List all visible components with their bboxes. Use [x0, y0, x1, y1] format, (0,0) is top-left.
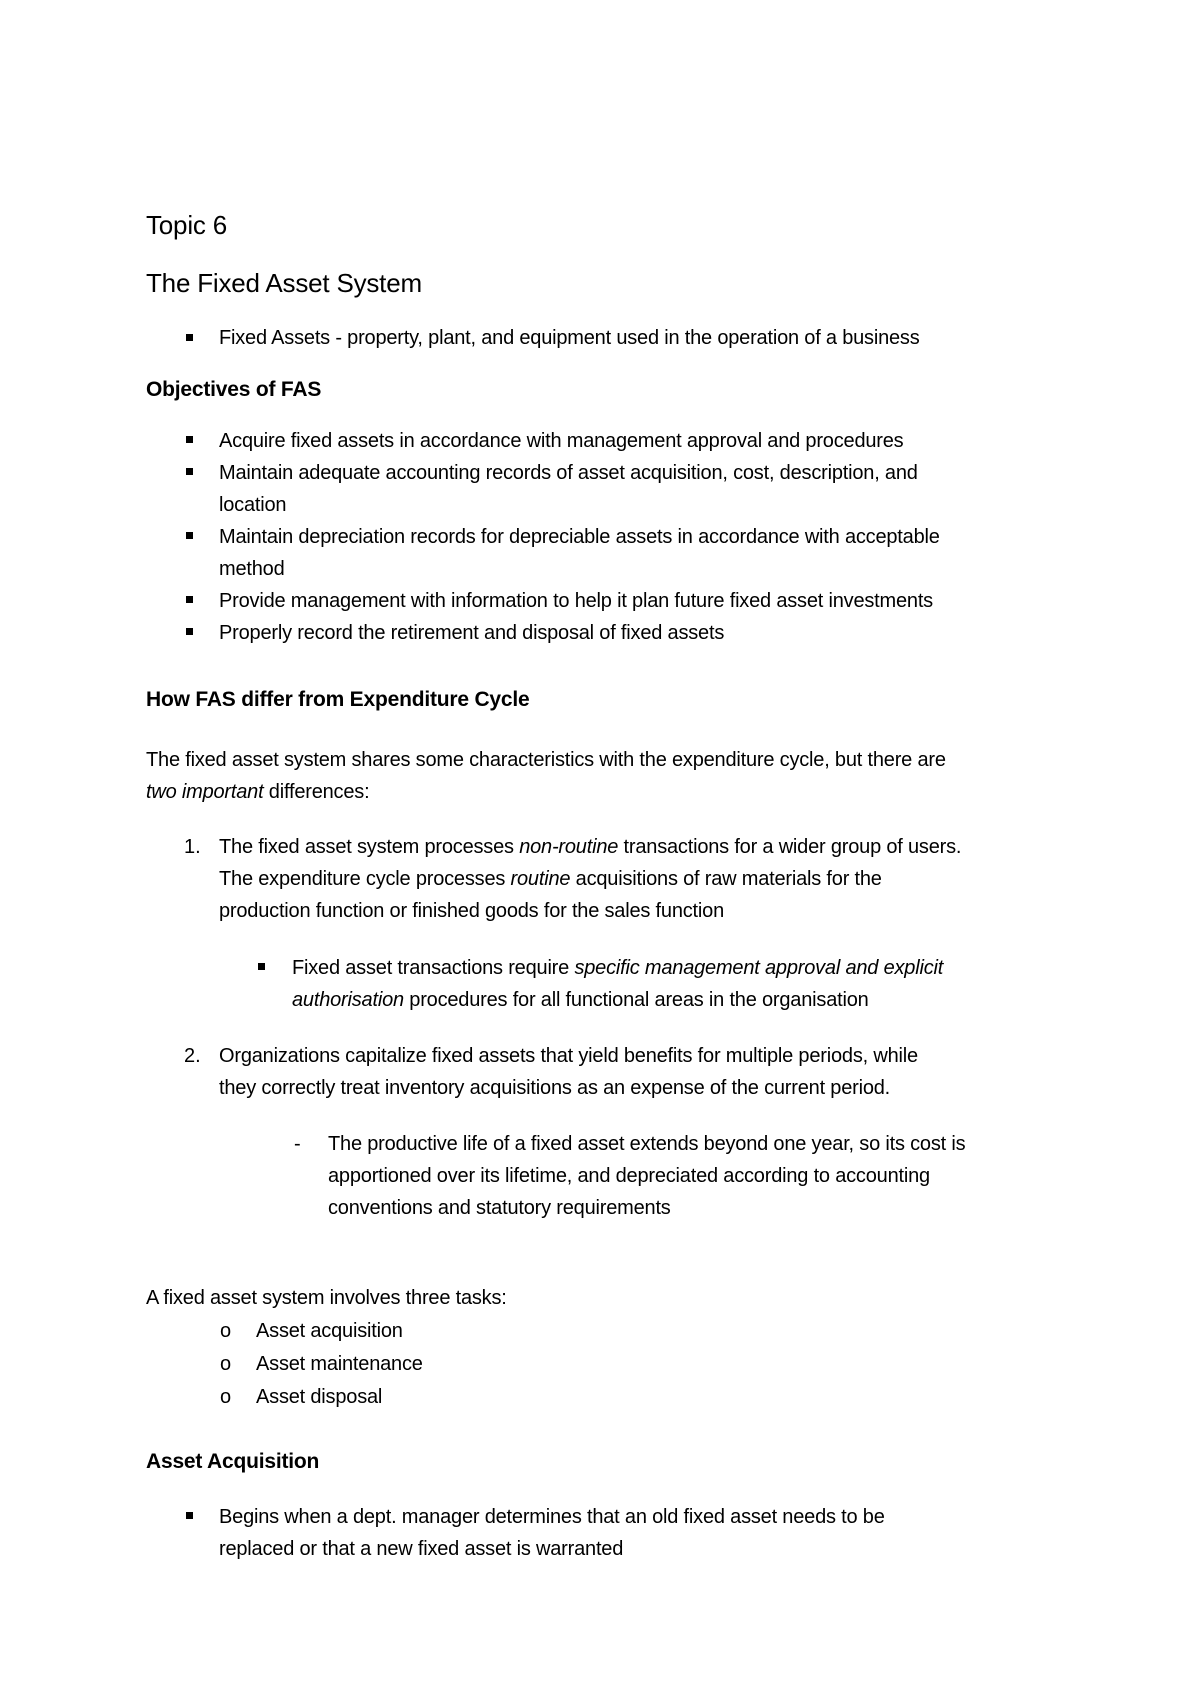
square-bullet-icon: [186, 1512, 193, 1519]
acquisition-bullet-line-1: Begins when a dept. manager determines that an old fixed asset needs to be: [219, 1506, 885, 1528]
page-title: The Fixed Asset System: [146, 268, 422, 298]
differ-paragraph-line-2: [146, 776, 369, 808]
objective-item-5: Properly record the retirement and disposal of fixed assets: [219, 622, 725, 644]
task-item-1: Asset acquisition: [256, 1320, 403, 1342]
topic-label: Topic 6: [146, 210, 227, 240]
objective-item-3-line-1: Maintain depreciation records for depreciable assets in accordance with acceptable: [219, 526, 940, 548]
item-1-sub-line-2: [292, 984, 869, 1016]
plain-text: differences:: [263, 781, 370, 803]
acquisition-heading: Asset Acquisition: [146, 1450, 320, 1473]
objective-item-1: Acquire fixed assets in accordance with management approval and procedures: [219, 430, 904, 452]
tasks-intro: A fixed asset system involves three tasks:: [146, 1287, 507, 1309]
plain-text: The fixed asset system processes: [219, 836, 520, 858]
task-item-2: Asset maintenance: [256, 1353, 423, 1375]
circle-bullet: o: [220, 1353, 232, 1375]
item-1-line-2: [219, 863, 882, 895]
objective-item-4: Provide management with information to help it plan future fixed asset investments: [219, 590, 933, 612]
item-1-line-1: [219, 831, 961, 863]
differ-heading: How FAS differ from Expenditure Cycle: [146, 688, 530, 711]
item-1-sub-line-1: [292, 952, 943, 984]
circle-bullet: o: [220, 1386, 232, 1408]
item-2-sub-line-2: apportioned over its lifetime, and depreciated according to accounting: [328, 1165, 930, 1187]
square-bullet-icon: [186, 532, 193, 539]
objectives-heading: Objectives of FAS: [146, 378, 322, 401]
task-item-3: Asset disposal: [256, 1386, 383, 1408]
square-bullet-icon: [186, 596, 193, 603]
item-2-sub-line-3: conventions and statutory requirements: [328, 1197, 671, 1219]
square-bullet-icon: [186, 334, 193, 341]
list-number-1: 1.: [184, 836, 201, 858]
item-1-line-3: production function or finished goods for the sales function: [219, 900, 724, 922]
list-number-2: 2.: [184, 1045, 201, 1067]
plain-text: Fixed asset transactions require: [292, 957, 575, 979]
square-bullet-icon: [186, 468, 193, 475]
plain-text: procedures for all functional areas in the organisation: [403, 989, 869, 1011]
emphasis-text: authorisation: [292, 989, 404, 1011]
plain-text: The expenditure cycle processes: [219, 868, 511, 890]
square-bullet-icon: [186, 628, 193, 635]
emphasis-text: non-routine: [519, 836, 619, 858]
differ-paragraph-line-1: The fixed asset system shares some characteristics with the expenditure cycle, but there are: [146, 749, 946, 771]
circle-bullet: o: [220, 1320, 232, 1342]
item-2-sub-line-1: The productive life of a fixed asset extends beyond one year, so its cost is: [328, 1133, 966, 1155]
item-2-line-1: Organizations capitalize fixed assets that yield benefits for multiple periods, while: [219, 1045, 918, 1067]
acquisition-bullet-line-2: replaced or that a new fixed asset is warranted: [219, 1538, 624, 1560]
plain-text: transactions for a wider group of users.: [618, 836, 962, 858]
objective-item-2-line-1: Maintain adequate accounting records of asset acquisition, cost, description, and: [219, 462, 918, 484]
objective-item-3-line-2: method: [219, 558, 285, 580]
square-bullet-icon: [258, 963, 265, 970]
emphasis-text: routine: [510, 868, 571, 890]
item-2-line-2: they correctly treat inventory acquisitions as an expense of the current period.: [219, 1077, 891, 1099]
objective-item-2-line-2: location: [219, 494, 287, 516]
emphasis-text: two important: [146, 781, 264, 803]
dash-bullet: -: [294, 1133, 301, 1155]
emphasis-text: specific management approval and explicit: [574, 957, 944, 979]
intro-bullet-text: Fixed Assets - property, plant, and equipment used in the operation of a business: [219, 327, 920, 349]
plain-text: acquisitions of raw materials for the: [570, 868, 882, 890]
square-bullet-icon: [186, 436, 193, 443]
